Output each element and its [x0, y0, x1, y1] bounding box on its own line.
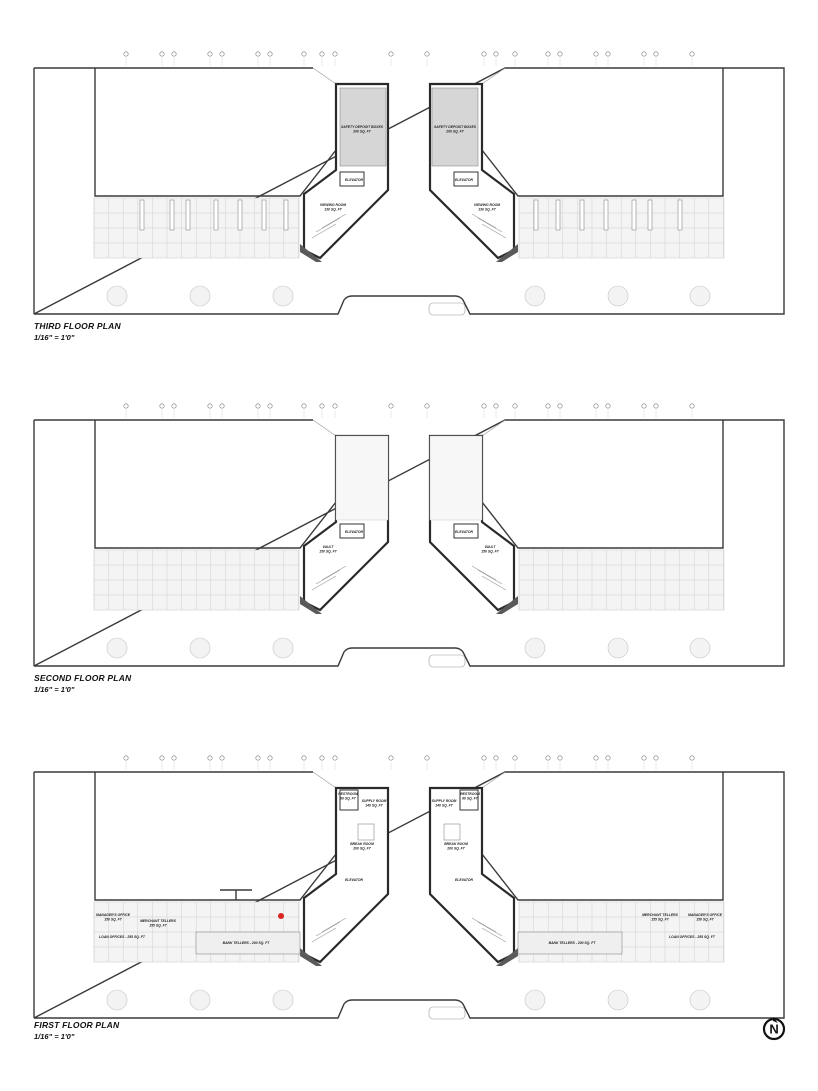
grid-bubble [124, 756, 128, 760]
third-floor-title-block [34, 321, 121, 342]
tree [525, 638, 545, 658]
grid-bubble [124, 52, 128, 56]
room-label-break-left: BREAK ROOM [350, 842, 374, 846]
column [604, 200, 608, 230]
grid-bubble [606, 404, 610, 408]
room-label-elev-right: ELEVATOR [455, 178, 473, 182]
grid-bubble [606, 756, 610, 760]
grid-bubble [558, 52, 562, 56]
grid-bubble [160, 756, 164, 760]
tree [190, 990, 210, 1010]
plan-scale: 1/16" = 1'0" [34, 685, 75, 694]
grid-bubble [494, 756, 498, 760]
grid-bubble [558, 404, 562, 408]
plan-scale: 1/16" = 1'0" [34, 333, 75, 342]
tree [608, 638, 628, 658]
column [238, 200, 242, 230]
column [140, 200, 144, 230]
plan-scale: 1/16" = 1'0" [34, 1032, 75, 1041]
grid-bubble [654, 52, 658, 56]
room-area-supply-right: 140 SQ. FT [435, 803, 453, 808]
grid-bubble [642, 404, 646, 408]
grid-bubble [546, 756, 550, 760]
site-outline [34, 68, 784, 314]
grid-bubble [654, 756, 658, 760]
grid-bubble [172, 52, 176, 56]
room-label-mgr-left: MANAGER'S OFFICE [96, 913, 130, 917]
room-area-supply-left: 140 SQ. FT [365, 803, 383, 808]
north-arrow-label: N [769, 1021, 779, 1037]
column [186, 200, 190, 230]
column [648, 200, 652, 230]
building-wall-left [95, 420, 336, 548]
room-label-loan-right: LOAN OFFICES - 255 SQ. FT [669, 935, 715, 939]
room-label-supply-left: SUPPLY ROOM [361, 799, 387, 803]
column [214, 200, 218, 230]
grid-bubble [389, 404, 393, 408]
room-label-sdb-left: SAFETY DEPOSIT BOXES [341, 125, 383, 129]
room-label-merch-right: MERCHANT TELLERS [642, 913, 678, 917]
room-label-elev-left: ELEVATOR [345, 530, 363, 534]
grid-bubble [256, 404, 260, 408]
tree [273, 990, 293, 1010]
tree [107, 638, 127, 658]
building-wall-left [95, 68, 336, 196]
floor-plans [34, 52, 784, 1019]
room-area-mgr-right: 150 SQ. FT [696, 917, 714, 922]
grid-bubble [482, 756, 486, 760]
room-label-elev-left: ELEVATOR [345, 878, 363, 882]
grid-bubble [302, 404, 306, 408]
entry-line-left [313, 68, 336, 84]
room-label-bank-right: BANK TELLERS - 200 SQ. FT [548, 941, 596, 945]
grid-bubble [482, 404, 486, 408]
entry-line-right [482, 68, 505, 84]
grid-bubble [594, 404, 598, 408]
table-right [444, 824, 460, 840]
room-area-sdb-left: 200 SQ. FT [353, 129, 371, 134]
tree [525, 286, 545, 306]
grid-bubble [594, 52, 598, 56]
grid-bubble [172, 404, 176, 408]
car [429, 1007, 465, 1019]
second-floor-plan [34, 404, 784, 667]
room-label-merch-left: MERCHANT TELLERS [140, 919, 176, 923]
grid-bubble [594, 756, 598, 760]
room-area-rest-left: 60 SQ. FT [340, 796, 356, 801]
tree [107, 990, 127, 1010]
entry-line-left [313, 772, 336, 788]
building-wall-right [482, 68, 723, 196]
room-label-view-left: VIEWING ROOM [319, 203, 347, 207]
grid-bubble [320, 404, 324, 408]
tree [690, 990, 710, 1010]
column [632, 200, 636, 230]
room-area-sdb-right: 200 SQ. FT [446, 129, 464, 134]
plan-title: SECOND FLOOR PLAN [34, 673, 132, 683]
column [534, 200, 538, 230]
tree [273, 638, 293, 658]
room-area-vault-left: 150 SQ. FT [319, 549, 337, 554]
grid-bubble [268, 404, 272, 408]
grid-bubble [333, 756, 337, 760]
tree [190, 286, 210, 306]
room-label-bank-left: BANK TELLERS - 200 SQ. FT [222, 941, 270, 945]
column [262, 200, 266, 230]
grid-bubble [690, 52, 694, 56]
first-floor-title-block [34, 1020, 119, 1041]
core-right [430, 788, 518, 966]
grid-bubble [606, 52, 610, 56]
grid-bubble [389, 756, 393, 760]
marker-dot [278, 913, 284, 919]
site-outline [34, 420, 784, 666]
grid-bubble [208, 52, 212, 56]
grid-bubble [172, 756, 176, 760]
tree [608, 990, 628, 1010]
room-area-view-left: 130 SQ. FT [324, 207, 342, 212]
entry-marker [220, 890, 252, 900]
second-floor-title-block [34, 673, 131, 694]
skylight-right [430, 436, 482, 520]
entry-line-right [482, 420, 505, 436]
grid-bubble [220, 756, 224, 760]
tree [190, 638, 210, 658]
table-left [358, 824, 374, 840]
grid-bubble [208, 756, 212, 760]
tree [608, 286, 628, 306]
car [429, 655, 465, 667]
grid-bubble [513, 756, 517, 760]
grid-bubble [558, 756, 562, 760]
core-left [300, 788, 388, 966]
tree [273, 286, 293, 306]
grid-bubble [546, 404, 550, 408]
grid-bubble [268, 756, 272, 760]
room-area-mgr-left: 150 SQ. FT [104, 917, 122, 922]
room-label-sdb-right: SAFETY DEPOSIT BOXES [434, 125, 476, 129]
plan-title: FIRST FLOOR PLAN [34, 1020, 120, 1030]
grid-bubble [513, 52, 517, 56]
tree [525, 990, 545, 1010]
grid-bubble [302, 52, 306, 56]
tree [690, 286, 710, 306]
column [580, 200, 584, 230]
first-floor-plan [34, 756, 784, 1019]
third-floor-plan [34, 52, 784, 315]
grid-bubble [268, 52, 272, 56]
grid-bubble [425, 52, 429, 56]
room-label-elev-right: ELEVATOR [455, 878, 473, 882]
room-label-mgr-right: MANAGER'S OFFICE [688, 913, 722, 917]
room-label-vault-right: VAULT [484, 545, 496, 549]
column [170, 200, 174, 230]
room-label-elev-right: ELEVATOR [455, 530, 473, 534]
grid-bubble [256, 756, 260, 760]
column [284, 200, 288, 230]
room-area-view-right: 130 SQ. FT [478, 207, 496, 212]
entry-line-right [482, 772, 505, 788]
grid-bubble [220, 52, 224, 56]
grid-bubble [389, 52, 393, 56]
building-wall-right [482, 420, 723, 548]
tree [107, 286, 127, 306]
grid-bubble [160, 52, 164, 56]
grid-bubble [494, 404, 498, 408]
building-wall-left [95, 772, 336, 900]
grid-bubble [690, 404, 694, 408]
grid-bubble [256, 52, 260, 56]
grid-bubble [546, 52, 550, 56]
room-area-break-right: 200 SQ. FT [447, 846, 465, 851]
grid-bubble [333, 52, 337, 56]
north-arrow [764, 1017, 784, 1039]
room-area-merch-right: 155 SQ. FT [651, 917, 669, 922]
room-label-loan-left: LOAN OFFICES - 255 SQ. FT [99, 935, 145, 939]
site-outline [34, 772, 784, 1018]
entry-line-left [313, 420, 336, 436]
grid-bubble [425, 756, 429, 760]
grid-bubble [425, 404, 429, 408]
room-label-rest-left: RESTROOM [338, 792, 358, 796]
column [556, 200, 560, 230]
grid-bubble [654, 404, 658, 408]
room-label-supply-right: SUPPLY ROOM [431, 799, 457, 803]
room-label-break-right: BREAK ROOM [444, 842, 468, 846]
grid-bubble [642, 756, 646, 760]
grid-bubble [320, 756, 324, 760]
grid-bubble [333, 404, 337, 408]
grid-bubble [208, 404, 212, 408]
tree [690, 638, 710, 658]
room-label-view-right: VIEWING ROOM [473, 203, 501, 207]
building-wall-right [482, 772, 723, 900]
grid-bubble [220, 404, 224, 408]
grid-bubble [690, 756, 694, 760]
column [678, 200, 682, 230]
grid-bubble [642, 52, 646, 56]
room-label-vault-left: VAULT [322, 545, 334, 549]
grid-bubble [160, 404, 164, 408]
grid-bubble [513, 404, 517, 408]
room-label-rest-right: RESTROOM [460, 792, 480, 796]
room-label-elev-left: ELEVATOR [345, 178, 363, 182]
room-area-merch-left: 155 SQ. FT [149, 923, 167, 928]
grid-bubble [482, 52, 486, 56]
room-area-vault-right: 150 SQ. FT [481, 549, 499, 554]
plan-title: THIRD FLOOR PLAN [34, 321, 121, 331]
grid-bubble [494, 52, 498, 56]
room-area-rest-right: 60 SQ. FT [462, 796, 478, 801]
car [429, 303, 465, 315]
grid-bubble [320, 52, 324, 56]
grid-bubble [124, 404, 128, 408]
skylight-left [336, 436, 388, 520]
grid-bubble [302, 756, 306, 760]
room-area-break-left: 200 SQ. FT [353, 846, 371, 851]
